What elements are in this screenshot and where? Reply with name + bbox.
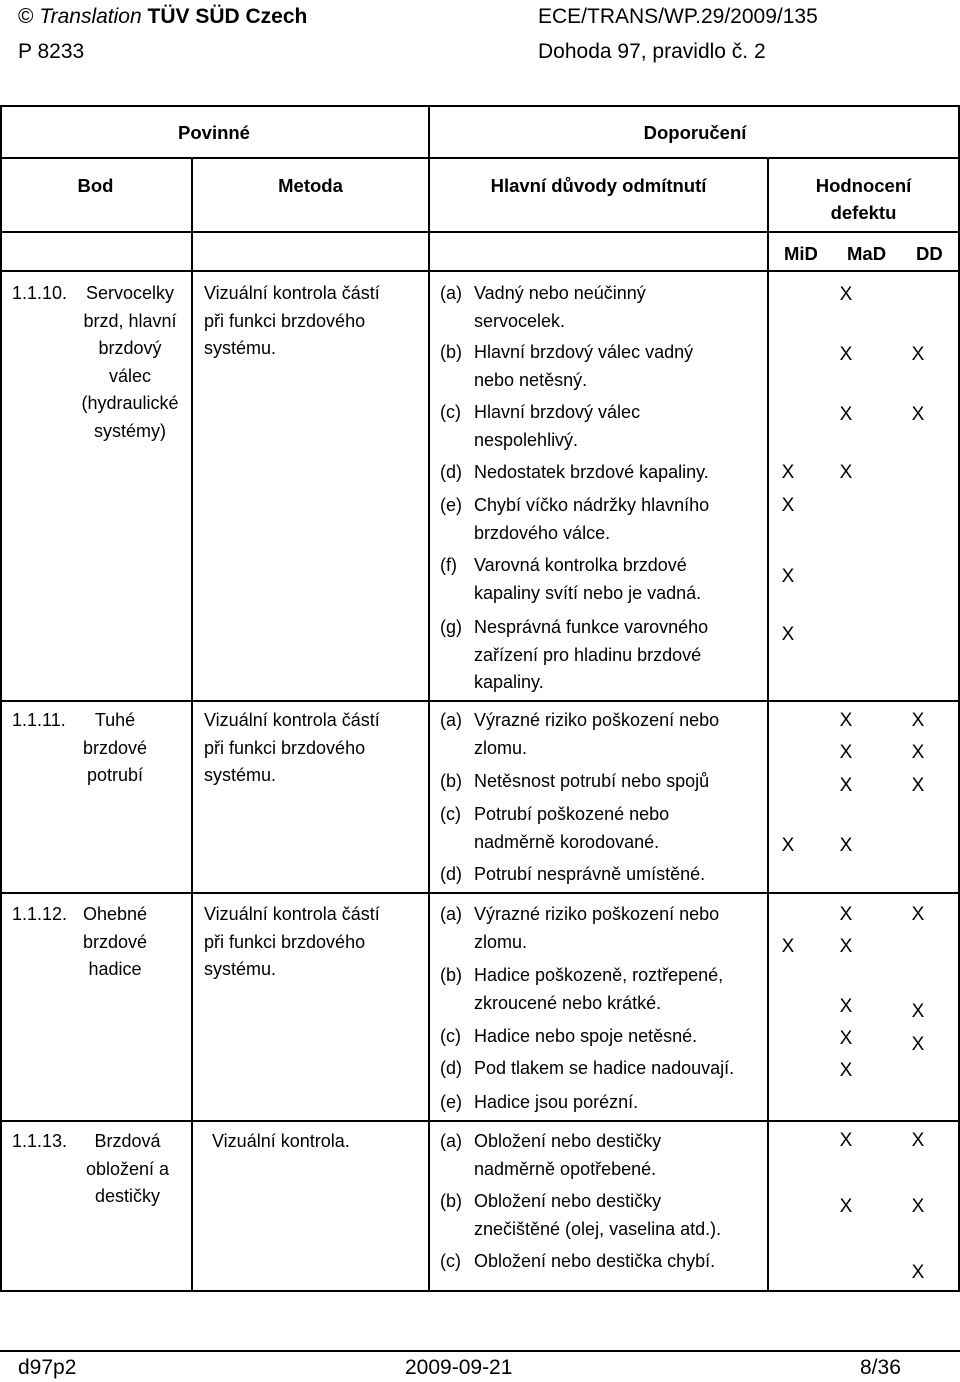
footer-doc-id: d97p2 xyxy=(18,1356,77,1379)
footer-date: 2009-09-21 xyxy=(405,1356,513,1379)
mark-dd: X xyxy=(911,1001,925,1022)
brand-name: TÜV SÜD Czech xyxy=(147,5,308,28)
item-number: 1.1.11. xyxy=(12,710,66,730)
mark-mid: X xyxy=(781,566,795,587)
item-name: Ohebné brzdové hadice xyxy=(82,904,148,979)
reason-b: (b) Obložení nebo destičky znečištěné (olej, vaselina atd.). xyxy=(440,1191,722,1239)
mark-mad: X xyxy=(839,936,853,957)
recommended-header: Doporučení xyxy=(643,122,747,143)
mandatory-header: Povinné xyxy=(178,122,250,143)
reason-b: (b) Netěsnost potrubí nebo spojů xyxy=(440,771,710,791)
reason-d: (d) Pod tlakem se hadice nadouvají. xyxy=(440,1058,735,1078)
mark-mad: X xyxy=(839,1060,853,1081)
col-mid-header: MiD xyxy=(784,243,818,264)
reason-b: (b) Hadice poškozeně, roztřepené, zkroucené nebo krátké. xyxy=(440,965,724,1013)
reason-c: (c) Obložení nebo destička chybí. xyxy=(440,1251,716,1271)
mark-mad: X xyxy=(839,742,853,763)
reason-c: (c) Hadice nebo spoje netěsné. xyxy=(440,1026,698,1046)
method: Vizuální kontrola částí při funkci brzdového systému. xyxy=(204,283,380,358)
translation-prefix: Translation xyxy=(39,5,142,28)
mark-mad: X xyxy=(839,996,853,1017)
mark-dd: X xyxy=(911,1196,925,1217)
mark-dd: X xyxy=(911,775,925,796)
reason-a: (a) Obložení nebo destičky nadměrně opotřebené. xyxy=(440,1131,662,1179)
mark-mid: X xyxy=(781,462,795,483)
mark-mid: X xyxy=(781,835,795,856)
col-method-header: Metoda xyxy=(278,175,343,196)
mark-mid: X xyxy=(781,495,795,516)
reason-b: (b) Hlavní brzdový válec vadný nebo netěsný. xyxy=(440,342,694,390)
reason-a: (a) Výrazné riziko poškození nebo zlomu. xyxy=(440,904,720,952)
mark-dd: X xyxy=(911,904,925,925)
mark-mad: X xyxy=(839,775,853,796)
mark-dd: X xyxy=(911,742,925,763)
col-assessment-header-1: Hodnocení xyxy=(815,175,912,196)
item-name: Servocelky brzd, hlavní brzdový válec (hydraulické systémy) xyxy=(81,283,179,441)
reason-d: (d) Potrubí nesprávně umístěné. xyxy=(440,864,706,884)
mark-mid: X xyxy=(781,936,795,957)
mark-mad: X xyxy=(839,904,853,925)
mark-mad: X xyxy=(839,344,853,365)
reason-d: (d) Nedostatek brzdové kapaliny. xyxy=(440,462,709,482)
agreement: Dohoda 97, pravidlo č. 2 xyxy=(538,40,766,63)
item-name: Brzdová obložení a destičky xyxy=(85,1131,170,1206)
reason-c: (c) Potrubí poškozené nebo nadměrně korodované. xyxy=(440,804,670,852)
mark-mid: X xyxy=(781,624,795,645)
mark-dd: X xyxy=(911,1034,925,1055)
col-assessment-header-2: defektu xyxy=(830,202,897,223)
item-number: 1.1.13. xyxy=(12,1131,68,1151)
method: Vizuální kontrola částí při funkci brzdového systému. xyxy=(204,904,380,979)
col-reasons-header: Hlavní důvody odmítnutí xyxy=(490,175,707,196)
col-mad-header: MaD xyxy=(847,243,887,264)
mark-mad: X xyxy=(839,404,853,425)
mark-dd: X xyxy=(911,1130,925,1151)
item-number: 1.1.12. xyxy=(12,904,68,924)
header-copyright xyxy=(18,5,307,29)
footer-rule xyxy=(0,1350,960,1352)
mark-dd: X xyxy=(911,344,925,365)
mark-mad: X xyxy=(839,710,853,731)
method: Vizuální kontrola. xyxy=(212,1131,350,1151)
reason-c: (c) Hlavní brzdový válec nespolehlivý. xyxy=(440,402,641,450)
col-dd-header: DD xyxy=(916,243,943,264)
reason-a: (a) Vadný nebo neúčinný servocelek. xyxy=(440,283,646,331)
mark-mad: X xyxy=(839,462,853,483)
doc-ref: ECE/TRANS/WP.29/2009/135 xyxy=(538,5,818,28)
reason-g: (g) Nesprávná funkce varovného zařízení pro hladinu brzdové kapaliny. xyxy=(440,617,709,692)
mark-dd: X xyxy=(911,404,925,425)
mark-mad: X xyxy=(839,1196,853,1217)
reason-e: (e) Chybí víčko nádržky hlavního brzdového válce. xyxy=(440,495,710,543)
doc-number: P 8233 xyxy=(18,40,85,63)
mark-dd: X xyxy=(911,1262,925,1283)
item-number: 1.1.10. xyxy=(12,283,68,303)
reason-a: (a) Výrazné riziko poškození nebo zlomu. xyxy=(440,710,720,758)
reason-e: (e) Hadice jsou porézní. xyxy=(440,1092,639,1112)
mark-mad: X xyxy=(839,835,853,856)
reason-f: (f) Varovná kontrolka brzdové kapaliny svítí nebo je vadná. xyxy=(440,555,702,603)
mark-mad: X xyxy=(839,1028,853,1049)
mark-mad: X xyxy=(839,1130,853,1151)
copyright-symbol: © xyxy=(18,5,34,28)
col-item-header: Bod xyxy=(77,175,114,196)
mark-dd: X xyxy=(911,710,925,731)
item-name: Tuhé brzdové potrubí xyxy=(82,710,148,785)
mark-mad: X xyxy=(839,284,853,305)
footer-page: 8/36 xyxy=(860,1356,901,1379)
method: Vizuální kontrola částí při funkci brzdového systému. xyxy=(204,710,380,785)
